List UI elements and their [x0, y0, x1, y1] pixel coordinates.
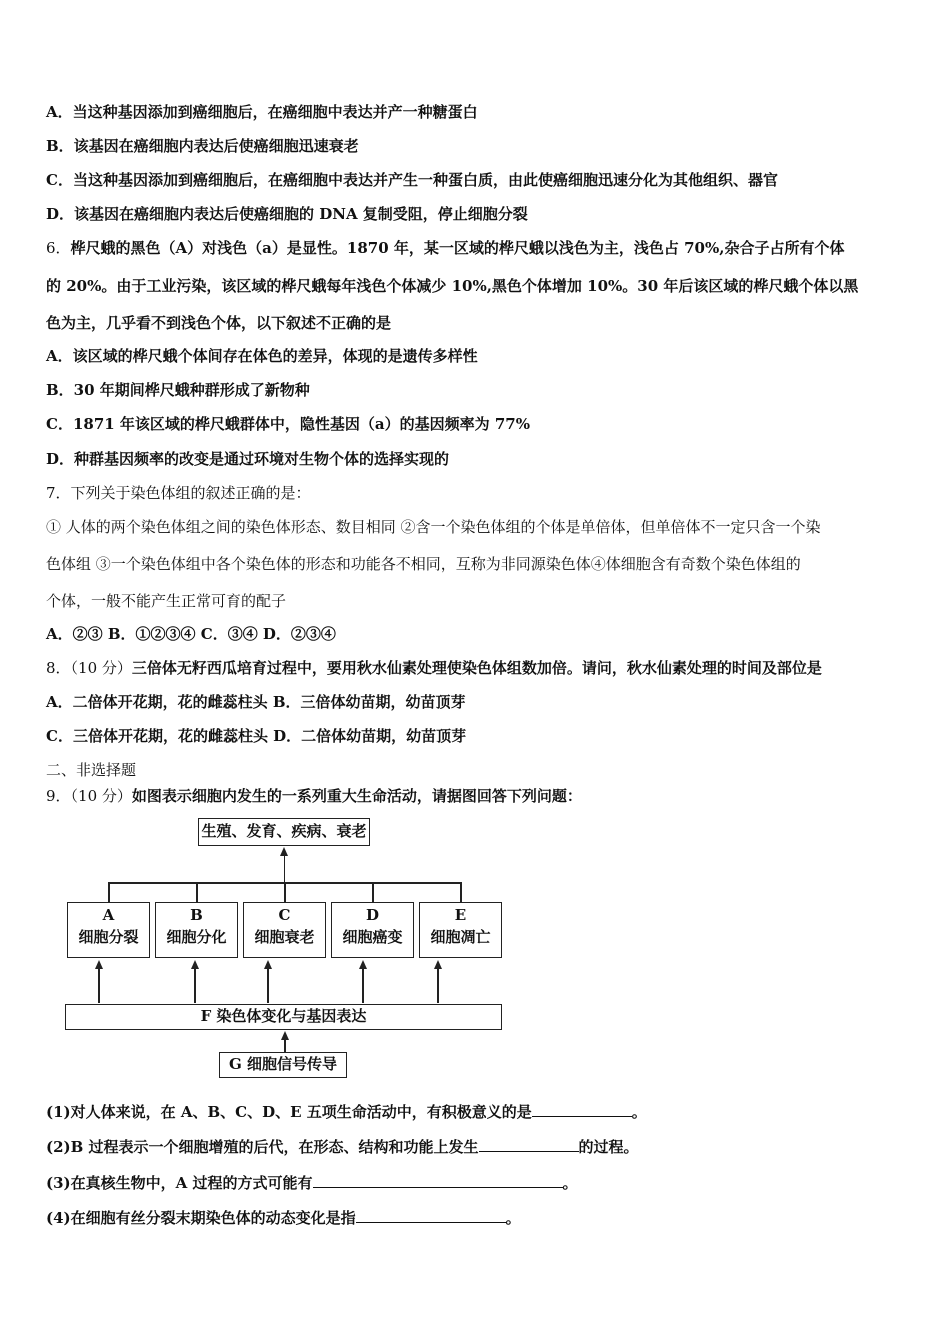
q9-sub4-end: 。 — [505, 1209, 521, 1227]
q7-line1: ① 人体的两个染色体组之间的染色体形态、数目相同 ②含一个染色体组的个体是单倍体，但单倍体不一定只含一个染 — [46, 518, 821, 536]
q6-option-d: D．种群基因频率的改变是通过环境对生物个体的选择实现的 — [46, 450, 450, 468]
q7-stem: 7．下列关于染色体组的叙述正确的是： — [46, 484, 311, 502]
q9-sub2-text: (2)B 过程表示一个细胞增殖的后代，在形态、结构和功能上发生 — [46, 1138, 479, 1156]
q9-sub4 — [46, 1207, 521, 1228]
q6-stem-line2: 的 20%。由于工业污染，该区域的桦尺蛾每年浅色个体减少 10%,黑色个体增加 10%。30 年后该区域的桦尺蛾个体以黑 — [46, 277, 859, 295]
connector — [284, 1038, 286, 1052]
q5-option-d: D．该基因在癌细胞内表达后使癌细胞的 DNA 复制受阻，停止细胞分裂 — [46, 205, 528, 223]
q8-stem — [46, 658, 822, 678]
box-d — [331, 902, 414, 958]
q8-number: 8．（10 分） — [46, 659, 132, 677]
box-c — [243, 902, 326, 958]
cell-life-activities-diagram — [64, 818, 504, 1080]
q6-stem-line1 — [46, 238, 844, 258]
q9-sub1-text: (1)对人体来说，在 A、B、C、D、E 五项生命活动中，有积极意义的是 — [46, 1103, 532, 1121]
q7-options: A．②③ B．①②③④ C．③④ D．②③④ — [46, 625, 336, 643]
answer-blank-3[interactable] — [313, 1172, 563, 1188]
q6-stem-text: 桦尺蛾的黑色（A）对浅色（a）是显性。1870 年，某一区域的桦尺蛾以浅色为主，浅色占 70%,杂合子占所有个体 — [70, 239, 845, 257]
box-b-letter: B — [190, 906, 203, 924]
connector — [194, 968, 196, 1003]
connector — [372, 882, 374, 903]
box-a-letter: A — [102, 906, 115, 924]
q9-sub3 — [46, 1172, 578, 1193]
box-e-letter: E — [454, 906, 467, 924]
q9-stem — [46, 786, 582, 806]
q6-option-a: A．该区域的桦尺蛾个体间存在体色的差异，体现的是遗传多样性 — [46, 347, 478, 365]
box-b — [155, 902, 238, 958]
connector — [284, 854, 286, 883]
box-b-name: 细胞分化 — [166, 928, 227, 946]
q6-option-b: B．30 年期间桦尺蛾种群形成了新物种 — [46, 381, 310, 399]
q9-stem-text: 如图表示细胞内发生的一系列重大生命活动，请据图回答下列问题： — [131, 787, 582, 805]
q9-sub4-text: (4)在细胞有丝分裂末期染色体的动态变化是指 — [46, 1209, 356, 1227]
box-d-name: 细胞癌变 — [342, 928, 403, 946]
q9-sub1 — [46, 1101, 647, 1122]
box-c-name: 细胞衰老 — [254, 928, 315, 946]
box-a-name: 细胞分裂 — [78, 928, 139, 946]
q5-option-c: C．当这种基因添加到癌细胞后，在癌细胞中表达并产生一种蛋白质，由此使癌细胞迅速分化为其他组织、器官 — [46, 171, 778, 189]
answer-blank-4[interactable] — [356, 1207, 506, 1223]
box-c-letter: C — [278, 906, 291, 924]
q9-sub3-text: (3)在真核生物中，A 过程的方式可能有 — [46, 1174, 313, 1192]
answer-blank-2[interactable] — [479, 1136, 579, 1152]
connector — [362, 968, 364, 1003]
box-d-letter: D — [365, 906, 379, 924]
connector — [98, 968, 100, 1003]
box-f: F 染色体变化与基因表达 — [65, 1004, 502, 1030]
q9-sub3-end: 。 — [562, 1174, 578, 1192]
box-g: G 细胞信号传导 — [219, 1052, 347, 1078]
q8-options-line1: A．二倍体开花期，花的雌蕊柱头 B．三倍体幼苗期，幼苗顶芽 — [46, 693, 466, 711]
section-heading: 二、非选择题 — [46, 761, 137, 779]
q6-option-c: C．1871 年该区域的桦尺蛾群体中，隐性基因（a）的基因频率为 77% — [46, 415, 530, 433]
q9-number: 9．（10 分） — [46, 787, 132, 805]
q5-option-b: B．该基因在癌细胞内表达后使癌细胞迅速衰老 — [46, 137, 359, 155]
q6-number: 6． — [46, 239, 71, 257]
q8-options-line2: C．三倍体开花期，花的雌蕊柱头 D．二倍体幼苗期，幼苗顶芽 — [46, 727, 467, 745]
q5-option-a: A．当这种基因添加到癌细胞后，在癌细胞中表达并产一种糖蛋白 — [46, 103, 478, 121]
q7-line2: 色体组 ③一个染色体组中各个染色体的形态和功能各不相同，互称为非同源染色体④体细胞含有奇数个染色体组的 — [46, 555, 801, 573]
connector — [108, 882, 110, 903]
connector — [437, 968, 439, 1003]
q9-sub2-end: 的过程。 — [578, 1138, 639, 1156]
connector — [460, 882, 462, 903]
connector — [284, 882, 286, 903]
q9-sub1-end: 。 — [631, 1103, 647, 1121]
q8-stem-text: 三倍体无籽西瓜培育过程中，要用秋水仙素处理使染色体组数加倍。请问，秋水仙素处理的时间及部位是 — [131, 659, 822, 677]
diagram-top-box: 生殖、发育、疾病、衰老 — [198, 818, 370, 846]
box-e — [419, 902, 502, 958]
q6-stem-line3: 色为主，几乎看不到浅色个体，以下叙述不正确的是 — [46, 314, 392, 332]
q9-sub2 — [46, 1136, 639, 1157]
connector — [196, 882, 198, 903]
connector — [267, 968, 269, 1003]
box-e-name: 细胞凋亡 — [430, 928, 491, 946]
box-a — [67, 902, 150, 958]
q7-line3: 个体，一般不能产生正常可育的配子 — [46, 592, 287, 610]
answer-blank-1[interactable] — [532, 1101, 632, 1117]
